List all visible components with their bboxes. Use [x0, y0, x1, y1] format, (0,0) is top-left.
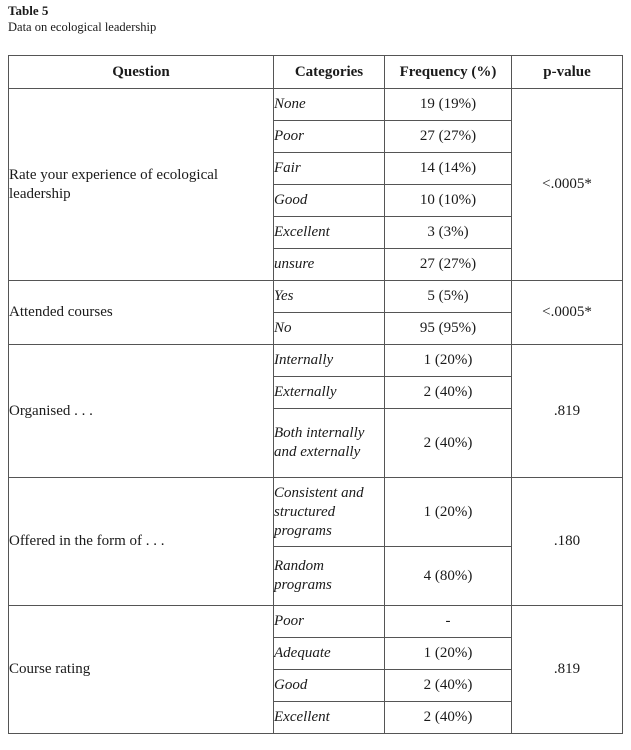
table-subtitle: Data on ecological leadership	[8, 20, 157, 34]
category-cell: unsure	[274, 249, 385, 281]
frequency-cell: 14 (14%)	[385, 153, 512, 185]
question-cell: Offered in the form of . . .	[9, 478, 274, 606]
category-cell: Good	[274, 185, 385, 217]
table-title: Table 5	[8, 3, 49, 18]
frequency-cell: -	[385, 606, 512, 638]
table-row	[9, 606, 623, 638]
question-cell: Organised . . .	[9, 345, 274, 478]
frequency-cell: 4 (80%)	[385, 547, 512, 606]
category-cell: None	[274, 89, 385, 121]
column-header-question: Question	[9, 56, 274, 89]
p-value-cell: .819	[512, 345, 623, 478]
table-row	[9, 281, 623, 313]
p-value-cell: <.0005*	[512, 89, 623, 281]
frequency-cell: 2 (40%)	[385, 409, 512, 478]
header-row	[9, 56, 623, 89]
frequency-cell: 27 (27%)	[385, 121, 512, 153]
category-cell: Internally	[274, 345, 385, 377]
question-cell: Attended courses	[9, 281, 274, 345]
column-header-categories: Categories	[274, 56, 385, 89]
frequency-cell: 95 (95%)	[385, 313, 512, 345]
p-value-cell: .819	[512, 606, 623, 734]
frequency-cell: 5 (5%)	[385, 281, 512, 313]
category-cell: Adequate	[274, 638, 385, 670]
p-value-cell: .180	[512, 478, 623, 606]
table-row	[9, 345, 623, 377]
column-header-p-value: p-value	[512, 56, 623, 89]
p-value-cell: <.0005*	[512, 281, 623, 345]
category-cell: Good	[274, 670, 385, 702]
category-cell: Poor	[274, 606, 385, 638]
category-cell: Externally	[274, 377, 385, 409]
frequency-cell: 1 (20%)	[385, 345, 512, 377]
frequency-cell: 3 (3%)	[385, 217, 512, 249]
frequency-cell: 1 (20%)	[385, 478, 512, 547]
frequency-cell: 1 (20%)	[385, 638, 512, 670]
ecological-leadership-table	[8, 55, 623, 734]
category-cell: Fair	[274, 153, 385, 185]
category-cell: No	[274, 313, 385, 345]
table-row	[9, 478, 623, 547]
category-cell: Both internally and externally	[274, 409, 385, 478]
frequency-cell: 2 (40%)	[385, 377, 512, 409]
frequency-cell: 2 (40%)	[385, 702, 512, 734]
frequency-cell: 27 (27%)	[385, 249, 512, 281]
frequency-cell: 19 (19%)	[385, 89, 512, 121]
question-cell: Rate your experience of ecological leadership	[9, 89, 274, 281]
category-cell: Consistent and structured programs	[274, 478, 385, 547]
table-row	[9, 89, 623, 121]
category-cell: Yes	[274, 281, 385, 313]
frequency-cell: 10 (10%)	[385, 185, 512, 217]
category-cell: Excellent	[274, 217, 385, 249]
frequency-cell: 2 (40%)	[385, 670, 512, 702]
column-header-frequency: Frequency (%)	[385, 56, 512, 89]
question-cell: Course rating	[9, 606, 274, 734]
category-cell: Excellent	[274, 702, 385, 734]
category-cell: Poor	[274, 121, 385, 153]
category-cell: Random programs	[274, 547, 385, 606]
